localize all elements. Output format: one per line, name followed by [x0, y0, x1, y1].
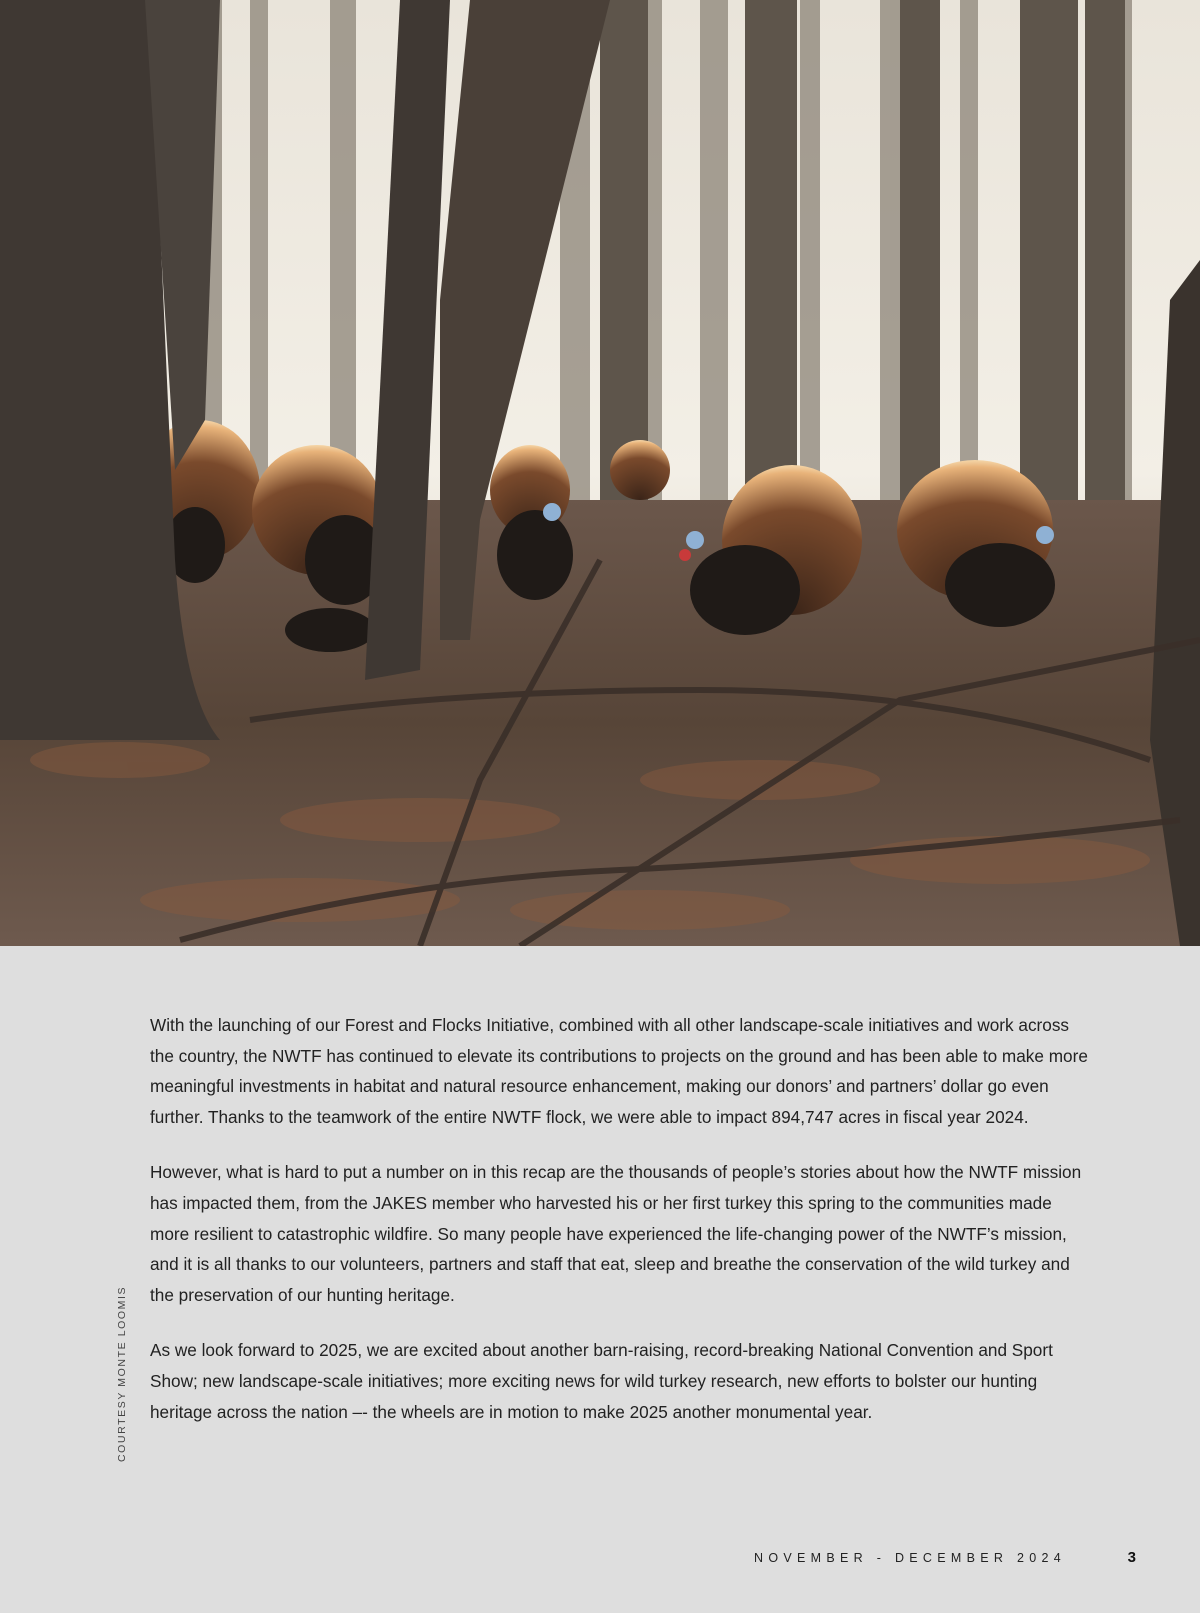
page-number: 3: [1127, 1549, 1136, 1566]
footer-issue-date: NOVEMBER - DECEMBER 2024: [754, 1551, 1066, 1565]
article-body: [150, 1010, 1090, 1452]
paragraph: As we look forward to 2025, we are excited about another barn-raising, record-breaking National Convention and Sport Show; new landscape-scale initiatives; more exciting news for wild turkey research, new efforts to bolster our hunting heritage across the nation –- the wheels are in motion to make 2025 another monumental year.: [150, 1340, 1053, 1422]
paragraph: With the launching of our Forest and Flocks Initiative, combined with all other landscape-scale initiatives and work across the country, the NWTF has continued to elevate its contributions to projects on the ground and has been able to make more meaningful investments in habitat and natural resource enhancement, making our donors’ and partners’ dollar go even further. Thanks to the teamwork of the entire NWTF flock, we were able to impact 894,747 acres in fiscal year 2024.: [150, 1015, 1088, 1127]
photo-credit: COURTESY MONTE LOOMIS: [116, 1285, 128, 1462]
paragraph: However, what is hard to put a number on in this recap are the thousands of people’s stories about how the NWTF mission has impacted them, from the JAKES member who harvested his or her first turkey this spring to the communities made more resilient to catastrophic wildfire. So many people have experienced the life-changing power of the NWTF’s mission, and it is all thanks to our volunteers, partners and staff that eat, sleep and breathe the conservation of the wild turkey and the preservation of our hunting heritage.: [150, 1162, 1082, 1305]
